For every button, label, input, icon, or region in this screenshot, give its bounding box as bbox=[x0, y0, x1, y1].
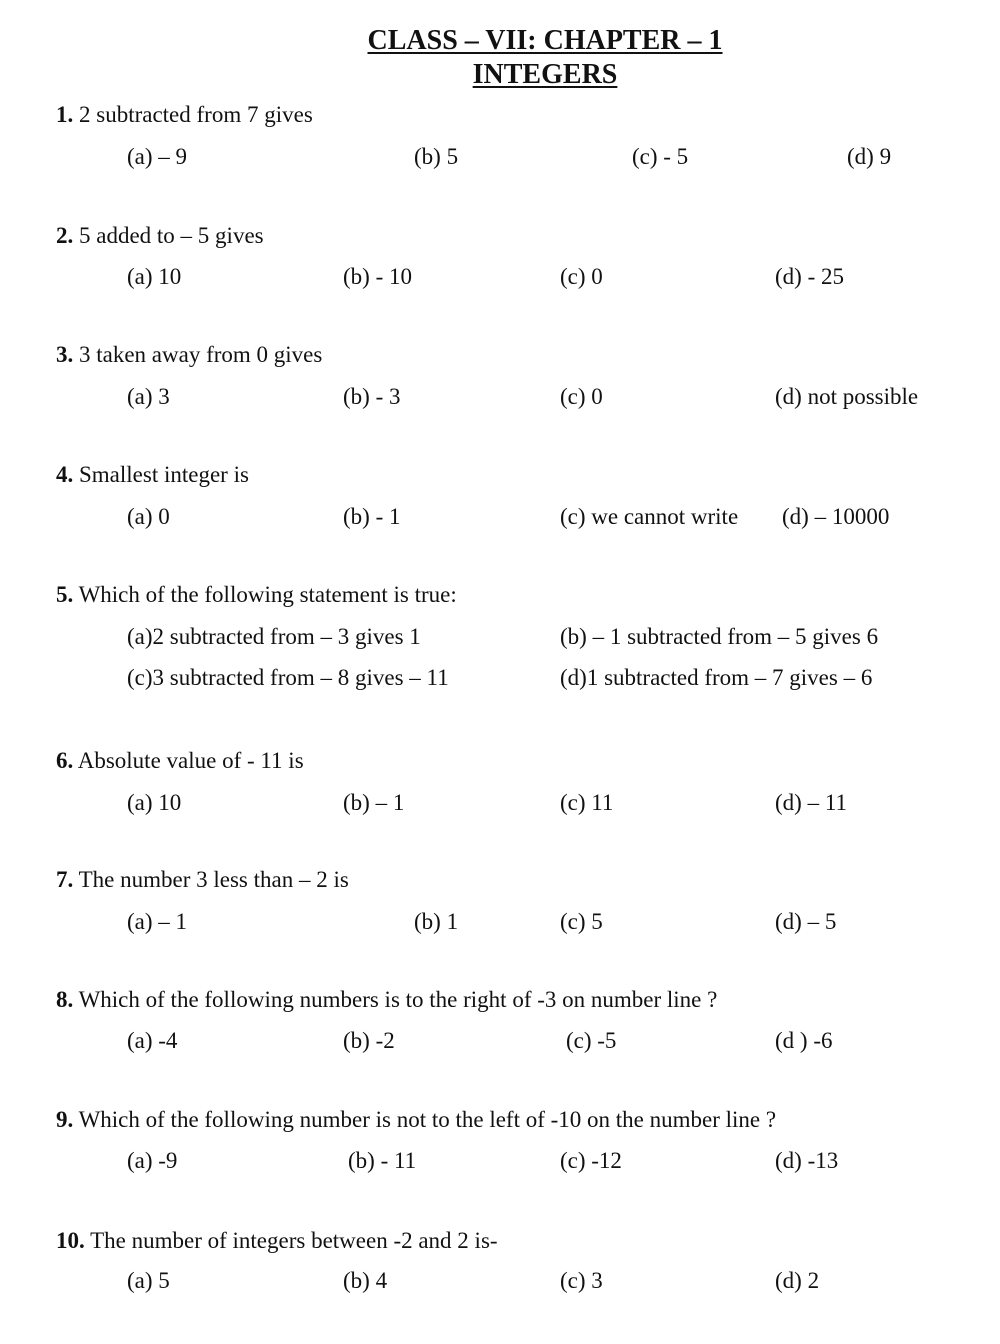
option-c: (c) 11 bbox=[560, 790, 614, 815]
question-text: Smallest integer is bbox=[73, 462, 249, 487]
option-b: (b) - 10 bbox=[343, 264, 412, 289]
question-text: The number 3 less than – 2 is bbox=[73, 867, 349, 892]
question-text: The number of integers between -2 and 2 is- bbox=[84, 1228, 498, 1253]
option-d: (d)1 subtracted from – 7 gives – 6 bbox=[560, 665, 873, 690]
option-a: (a) 10 bbox=[127, 790, 182, 815]
question-number: 8. bbox=[56, 987, 74, 1012]
question-1 bbox=[56, 100, 313, 130]
question-number: 3. bbox=[56, 342, 74, 367]
option-b: (b) – 1 subtracted from – 5 gives 6 bbox=[560, 624, 879, 649]
question-text: Which of the following statement is true: bbox=[73, 582, 457, 607]
option-d: (d) - 25 bbox=[775, 264, 844, 289]
option-a: (a)2 subtracted from – 3 gives 1 bbox=[127, 624, 421, 649]
question-text: Which of the following numbers is to the right of -3 on number line ? bbox=[73, 987, 718, 1012]
option-b: (b) -2 bbox=[343, 1028, 395, 1053]
question-number: 2. bbox=[56, 223, 74, 248]
question-9 bbox=[56, 1105, 776, 1135]
option-a: (a) – 9 bbox=[127, 144, 188, 169]
option-d: (d) -13 bbox=[775, 1148, 839, 1173]
option-b: (b) – 1 bbox=[343, 790, 405, 815]
option-d: (d ) -6 bbox=[775, 1028, 833, 1053]
option-d: (d) 9 bbox=[847, 144, 892, 169]
question-2 bbox=[56, 221, 264, 251]
option-d: (d) – 11 bbox=[775, 790, 847, 815]
question-number: 10. bbox=[56, 1228, 85, 1253]
option-c: (c)3 subtracted from – 8 gives – 11 bbox=[127, 665, 449, 690]
question-6 bbox=[56, 746, 304, 776]
option-a: (a) 3 bbox=[127, 384, 170, 409]
question-5 bbox=[56, 580, 457, 610]
topic-title: INTEGERS bbox=[472, 59, 618, 90]
question-3 bbox=[56, 340, 322, 370]
chapter-title: CLASS – VII: CHAPTER – 1 bbox=[367, 25, 723, 56]
option-d: (d) – 5 bbox=[775, 909, 837, 934]
question-number: 5. bbox=[56, 582, 74, 607]
question-text: 5 added to – 5 gives bbox=[73, 223, 264, 248]
question-number: 1. bbox=[56, 102, 74, 127]
option-a: (a) 5 bbox=[127, 1268, 170, 1293]
question-number: 6. bbox=[56, 748, 74, 773]
option-c: (c) we cannot write bbox=[560, 504, 739, 529]
option-d: (d) – 10000 bbox=[782, 504, 890, 529]
question-8 bbox=[56, 985, 717, 1015]
option-b: (b) - 3 bbox=[343, 384, 401, 409]
option-a: (a) – 1 bbox=[127, 909, 188, 934]
question-10 bbox=[56, 1226, 498, 1256]
option-a: (a) 10 bbox=[127, 264, 182, 289]
question-text: 3 taken away from 0 gives bbox=[73, 342, 323, 367]
option-a: (a) -9 bbox=[127, 1148, 178, 1173]
question-text: Which of the following number is not to the left of -10 on the number line ? bbox=[73, 1107, 777, 1132]
question-number: 7. bbox=[56, 867, 74, 892]
question-text: 2 subtracted from 7 gives bbox=[73, 102, 313, 127]
question-text: Absolute value of - 11 is bbox=[73, 748, 304, 773]
question-7 bbox=[56, 865, 349, 895]
option-b: (b) 4 bbox=[343, 1268, 388, 1293]
option-b: (b) - 11 bbox=[348, 1148, 417, 1173]
option-a: (a) 0 bbox=[127, 504, 170, 529]
question-4 bbox=[56, 460, 249, 490]
option-c: (c) 0 bbox=[560, 264, 603, 289]
option-d: (d) 2 bbox=[775, 1268, 820, 1293]
option-c: (c) -12 bbox=[560, 1148, 622, 1173]
question-number: 4. bbox=[56, 462, 74, 487]
option-b: (b) 1 bbox=[414, 909, 459, 934]
option-b: (b) 5 bbox=[414, 144, 459, 169]
option-c: (c) 3 bbox=[560, 1268, 603, 1293]
option-b: (b) - 1 bbox=[343, 504, 401, 529]
option-c: (c) - 5 bbox=[632, 144, 689, 169]
option-c: (c) 0 bbox=[560, 384, 603, 409]
question-number: 9. bbox=[56, 1107, 74, 1132]
option-a: (a) -4 bbox=[127, 1028, 178, 1053]
option-c: (c) -5 bbox=[566, 1028, 617, 1053]
option-c: (c) 5 bbox=[560, 909, 603, 934]
option-d: (d) not possible bbox=[775, 384, 919, 409]
